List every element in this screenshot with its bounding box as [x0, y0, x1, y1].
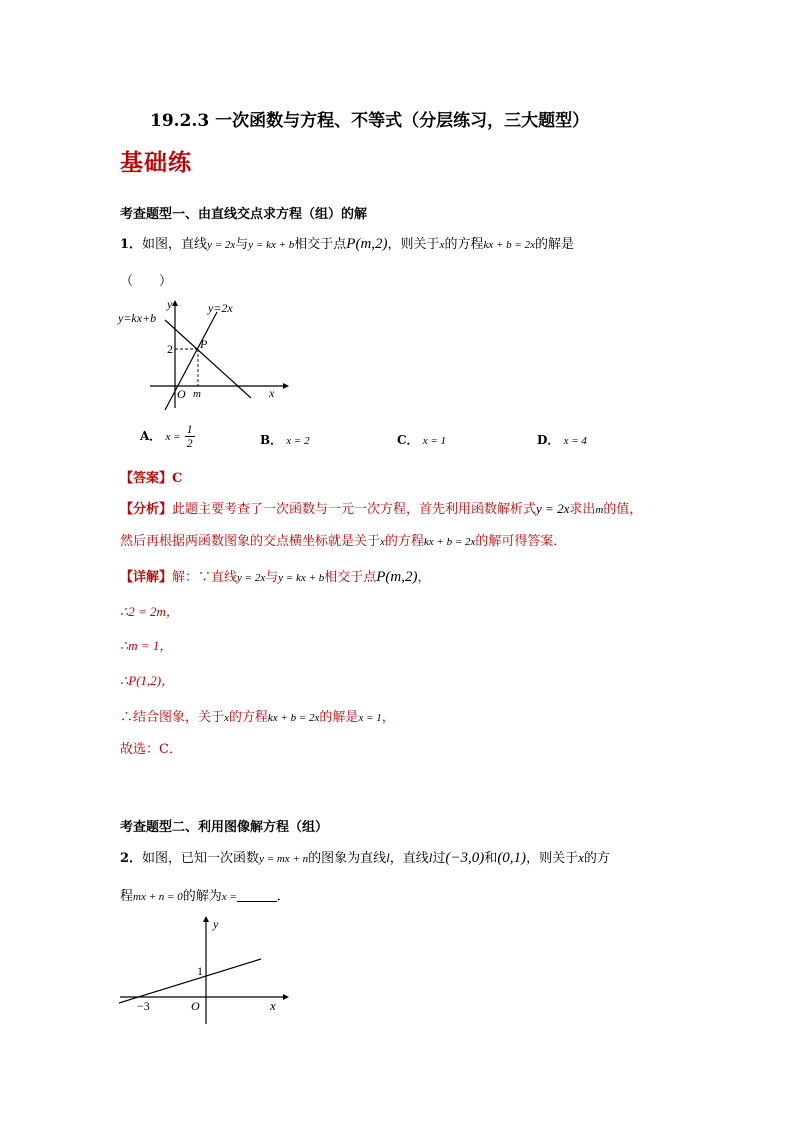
detail-eq: kx + b = 2x	[267, 712, 320, 724]
fraction-half	[185, 423, 195, 450]
detail-eq: y = kx + b	[278, 572, 325, 584]
y-axis-arrow	[172, 300, 178, 306]
detail-x: x	[224, 712, 229, 724]
q2-text: ，则关于	[526, 851, 579, 866]
q1-var-x: x	[439, 239, 445, 251]
q2-text: 的图象为直线	[308, 851, 387, 866]
question-1	[120, 233, 574, 253]
label-line-2x: y=2x	[208, 301, 233, 315]
q2-text: ，直线	[389, 851, 429, 866]
analysis-text: 的方程	[384, 534, 424, 549]
choice-letter: B．	[260, 433, 283, 447]
analysis-text: 此题主要考查了一次函数与一元一次方程，首先利用函数解析式	[172, 502, 537, 517]
analysis-text: 然后再根据两函数图象的交点横坐标就是关于	[120, 534, 381, 549]
analysis-line-2	[120, 530, 566, 549]
choice-text: x =	[165, 431, 181, 443]
label-2: 2	[167, 342, 173, 356]
y-axis-arrow	[203, 916, 209, 922]
choice-b[interactable]	[260, 431, 310, 448]
choice-text: x = 2	[286, 435, 310, 447]
detail-eq: y = 2x	[237, 572, 266, 584]
detail-line-1	[120, 566, 431, 586]
answer-value: C	[172, 471, 183, 486]
choice-c[interactable]	[397, 431, 446, 448]
q1-point-p: P(m,2)	[346, 236, 388, 252]
figure-1-graph	[115, 298, 290, 413]
detail-text: 的方程	[228, 710, 268, 725]
figure-2-graph	[115, 912, 290, 1027]
label-origin: O	[191, 999, 200, 1013]
q1-eq-2x: y = 2x	[207, 239, 236, 251]
choice-text: x = 1	[422, 435, 447, 447]
q1-eq-kxb: y = kx + b	[248, 239, 295, 251]
level-heading: 基础练	[120, 149, 192, 176]
analysis-eq: y = 2x	[536, 501, 570, 516]
q1-text: 与	[235, 237, 249, 252]
detail-step-1: ∴2 = 2m，	[120, 604, 179, 619]
detail-text: ，	[417, 570, 431, 585]
choice-text: x = 4	[563, 435, 587, 447]
analysis-m: m	[595, 504, 604, 516]
q2-text: 如图，已知一次函数	[142, 851, 260, 866]
label-1: 1	[197, 964, 203, 978]
q1-text: ，则关于	[387, 237, 440, 252]
detail-step-2: ∴m = 1，	[120, 638, 173, 653]
section-heading-type1: 考查题型一、由直线交点求方程（组）的解	[120, 207, 368, 222]
q1-text: 如图，直线	[142, 237, 208, 252]
q2-text: 过	[432, 851, 446, 866]
detail-text: 相交于点	[324, 570, 377, 585]
choice-letter: A．	[140, 429, 162, 443]
choice-a[interactable]	[140, 423, 195, 450]
analysis-text: 求出	[569, 502, 596, 517]
detail-label: 【详解】	[120, 570, 173, 585]
detail-step-3: ∴P(1,2)，	[120, 673, 175, 688]
label-x: x	[269, 386, 275, 400]
analysis-x: x	[380, 536, 385, 548]
analysis-line-1	[120, 498, 642, 517]
q1-text: 的方程	[444, 237, 484, 252]
label-y: y	[167, 298, 173, 311]
detail-point: P(m,2)	[376, 569, 418, 585]
q2-eq: y = mx + n	[259, 853, 309, 865]
q2-eq: mx + n = 0	[133, 891, 183, 903]
choice-letter: D．	[537, 433, 560, 447]
label-line-kxb: y=kx+b	[118, 311, 157, 325]
analysis-text: 的值，	[603, 502, 643, 517]
label-p: P	[200, 337, 208, 351]
analysis-eq: kx + b = 2x	[423, 536, 476, 548]
answer-label: 【答案】	[120, 471, 173, 486]
answer-blank[interactable]	[237, 889, 277, 902]
question-2-line-1	[120, 847, 610, 867]
detail-text: 与	[265, 570, 279, 585]
question-number: 2．	[120, 851, 143, 866]
q1-text: 的解是	[534, 237, 574, 252]
q2-point-2: (0,1)	[497, 850, 527, 866]
question-number: 1．	[120, 237, 143, 252]
detail-text: 的解是	[319, 710, 359, 725]
q2-text: ．	[276, 889, 290, 904]
question-2-line-2	[120, 885, 290, 904]
q2-text: 程	[120, 889, 134, 904]
label-origin: O	[177, 387, 186, 401]
q2-text: 的方	[583, 851, 610, 866]
detail-solution: x = 1	[358, 712, 382, 724]
answer-line	[120, 467, 182, 486]
q2-point-1: (−3,0)	[445, 850, 485, 866]
q2-x: x =	[221, 891, 237, 903]
q1-text: 相交于点	[294, 237, 347, 252]
label-y: y	[213, 917, 219, 931]
label-x: x	[270, 998, 276, 1013]
x-axis-arrow	[283, 994, 289, 1000]
x-axis-arrow	[283, 383, 289, 389]
choice-d[interactable]	[537, 431, 587, 448]
final-choice: 故选：C．	[120, 742, 182, 757]
detail-text: 解：∵直线	[172, 570, 238, 585]
answer-parentheses: （ ）	[120, 274, 173, 289]
detail-text: ∴结合图象，关于	[120, 710, 225, 725]
fraction-denominator: 2	[186, 436, 193, 450]
section-heading-type2: 考查题型二、利用图像解方程（组）	[120, 820, 329, 835]
analysis-label: 【分析】	[120, 502, 173, 517]
q2-var-x: x	[578, 850, 584, 865]
q2-line-l: l	[386, 850, 390, 865]
q2-text: 的解为	[182, 889, 222, 904]
q1-eq-equation: kx + b = 2x	[483, 239, 535, 251]
label-neg3: −3	[137, 999, 150, 1013]
q2-text: 和	[484, 851, 498, 866]
page-title: 19.2.3 一次函数与方程、不等式（分层练习，三大题型）	[150, 111, 590, 131]
analysis-text: 的解可得答案．	[475, 534, 567, 549]
fraction-numerator: 1	[186, 422, 193, 436]
choice-letter: C．	[397, 433, 419, 447]
q2-line-l: l	[428, 850, 433, 865]
detail-text: ，	[381, 710, 395, 725]
detail-step-4	[120, 706, 395, 725]
label-m: m	[193, 388, 201, 400]
